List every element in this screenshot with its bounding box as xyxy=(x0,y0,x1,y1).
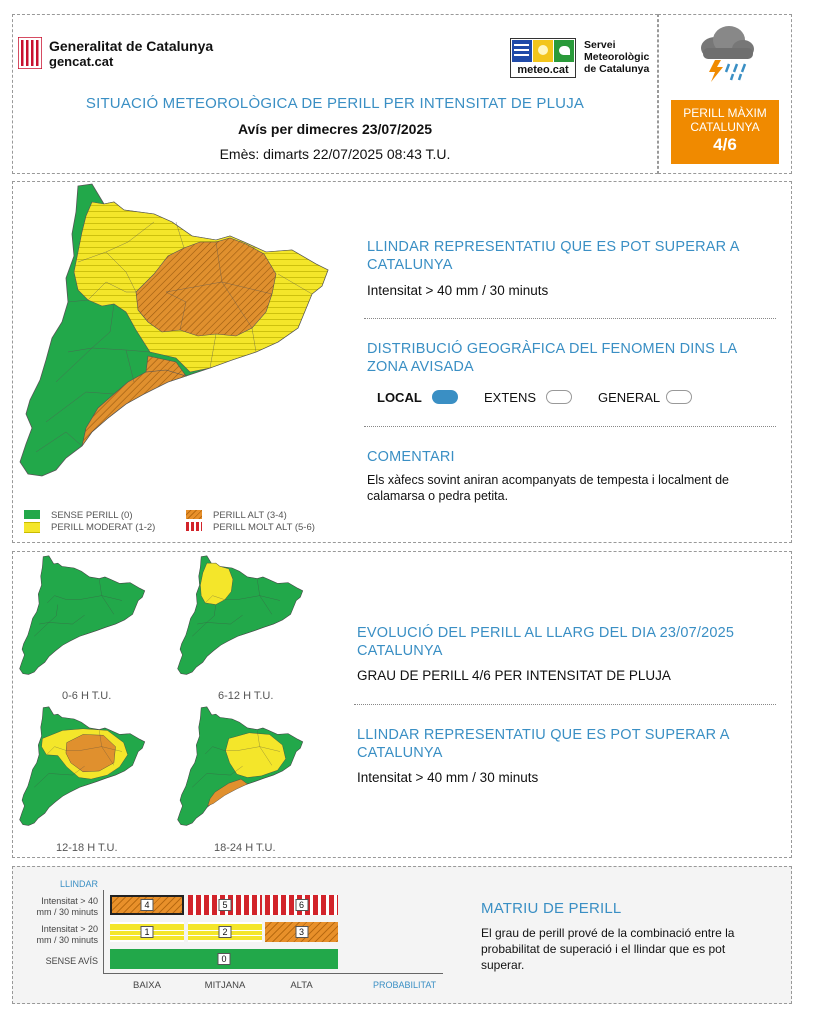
map-18-24 xyxy=(176,704,306,838)
matrix-cell-5: 5 xyxy=(188,895,262,915)
row1-label-a: Intensitat > 40 xyxy=(41,896,98,906)
dist-local-toggle[interactable] xyxy=(432,390,458,404)
evolution-value: GRAU DE PERILL 4/6 PER INTENSITAT DE PLUJA xyxy=(357,668,671,683)
matrix-cell-4: 4 xyxy=(110,895,184,915)
threshold-title: LLINDAR REPRESENTATIU QUE ES POT SUPERAR A CATALUNYA xyxy=(367,239,739,273)
legend-swatch-none xyxy=(24,510,40,519)
row3-label: SENSE AVÍS xyxy=(45,956,98,966)
service-line2: Meteorològic xyxy=(584,51,650,63)
divider xyxy=(364,318,776,319)
map-label-18-24: 18-24 H T.U. xyxy=(214,842,276,854)
matrix-threshold-header: LLINDAR xyxy=(60,879,99,889)
service-line1: Servei xyxy=(584,39,616,51)
dist-general-label: GENERAL xyxy=(598,390,661,405)
row2-label-a: Intensitat > 20 xyxy=(41,924,98,934)
divider xyxy=(354,704,776,705)
matrix-cell-3: 3 xyxy=(265,922,338,942)
meteo-logo-text: meteo.cat xyxy=(517,64,569,76)
issued-date: Emès: dimarts 22/07/2025 08:43 T.U. xyxy=(219,146,451,162)
rain-storm-cloud-icon xyxy=(693,22,757,84)
legend-swatch-very-high xyxy=(186,522,202,531)
legend-swatch-high xyxy=(186,510,202,519)
matrix-cell-1: 1 xyxy=(110,922,184,942)
dist-local-label: LOCAL xyxy=(377,390,422,405)
distribution-title: DISTRIBUCIÓ GEOGRÀFICA DEL FENOMEN DINS LA ZONA AVISADA xyxy=(367,341,737,375)
threshold-title-2: LLINDAR REPRESENTATIU QUE ES POT SUPERAR A CATALUNYA xyxy=(357,727,729,761)
col-low: BAIXA xyxy=(133,980,161,991)
matrix-cell-6: 6 xyxy=(265,895,338,915)
dist-extens-toggle[interactable] xyxy=(546,390,572,404)
threshold-value-2: Intensitat > 40 mm / 30 minuts xyxy=(357,770,539,785)
legend-very-high: PERILL MOLT ALT (5-6) xyxy=(213,522,315,533)
meteo-logo xyxy=(510,38,576,78)
max-danger-label1: PERILL MÀXIM xyxy=(683,106,767,120)
map-6-12 xyxy=(176,553,306,687)
legend-high: PERILL ALT (3-4) xyxy=(213,510,287,521)
matrix-title: MATRIU DE PERILL xyxy=(481,900,622,917)
warning-date: Avís per dimecres 23/07/2025 xyxy=(237,121,433,137)
matrix-cell-2: 2 xyxy=(188,922,262,942)
legend-none: SENSE PERILL (0) xyxy=(51,510,133,521)
row2-label-b: mm / 30 minuts xyxy=(36,935,98,945)
row1-label-b: mm / 30 minuts xyxy=(36,907,98,917)
legend-moderate: PERILL MODERAT (1-2) xyxy=(51,522,156,533)
max-danger-box xyxy=(671,100,779,164)
matrix-axis-x xyxy=(103,973,443,974)
map-label-12-18: 12-18 H T.U. xyxy=(56,842,118,854)
evolution-title: EVOLUCIÓ DEL PERILL AL LLARG DEL DIA 23/07/2025 CATALUNYA xyxy=(357,625,735,659)
org-name: Generalitat de Catalunya xyxy=(49,38,214,54)
map-label-0-6: 0-6 H T.U. xyxy=(62,690,112,702)
divider xyxy=(364,426,776,427)
matrix-description: El grau de perill prové de la combinació entre la probabilitat de superació i el llindar que es pot superar. xyxy=(481,926,735,972)
service-line3: de Catalunya xyxy=(584,63,650,75)
org-site: gencat.cat xyxy=(49,54,114,69)
matrix-cell-0: 0 xyxy=(110,949,338,969)
generalitat-logo-icon xyxy=(18,37,42,69)
dist-extens-label: EXTENS xyxy=(484,390,537,405)
max-danger-label2: CATALUNYA xyxy=(690,120,760,134)
map-label-6-12: 6-12 H T.U. xyxy=(218,690,274,702)
axis-probability: PROBABILITAT xyxy=(373,980,437,990)
threshold-value: Intensitat > 40 mm / 30 minuts xyxy=(367,283,549,298)
max-danger-value: 4/6 xyxy=(713,135,737,154)
col-mid: MITJANA xyxy=(204,980,246,991)
map-12-18 xyxy=(18,704,148,838)
page-title: SITUACIÓ METEOROLÒGICA DE PERILL PER INTENSITAT DE PLUJA xyxy=(85,95,585,112)
matrix-axis-y xyxy=(103,890,104,974)
legend-swatch-moderate xyxy=(24,522,40,533)
col-high: ALTA xyxy=(290,980,313,991)
catalonia-warning-map xyxy=(16,182,336,502)
map-0-6 xyxy=(18,553,148,687)
comment-title: COMENTARI xyxy=(367,449,455,465)
comment-text: Els xàfecs sovint aniran acompanyats de tempesta i localment de calamarsa o pedra petita. xyxy=(367,473,729,503)
dist-general-toggle[interactable] xyxy=(666,390,692,404)
